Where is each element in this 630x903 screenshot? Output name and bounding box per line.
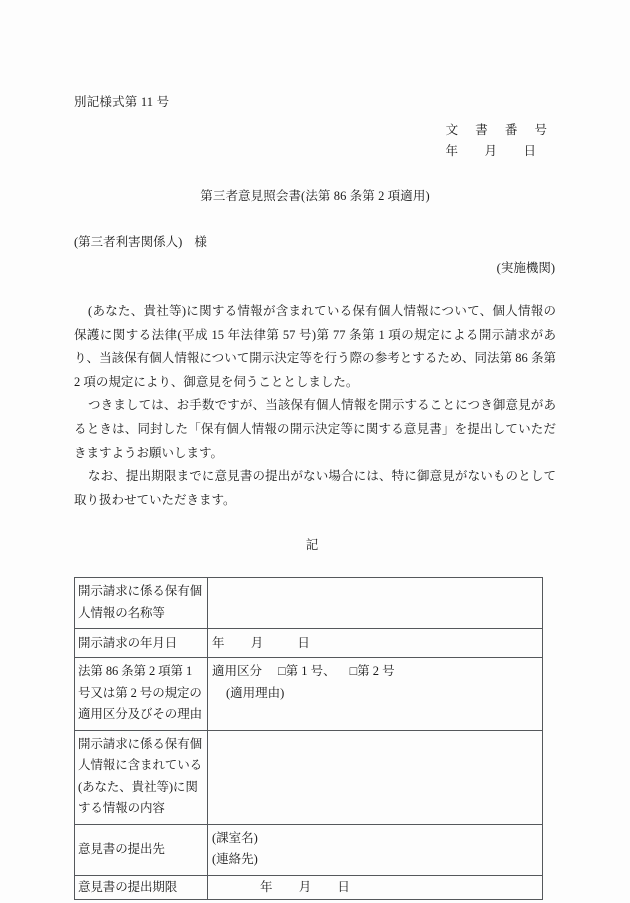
document-date-label-text: 年 月 日 [445,144,543,158]
table-row [75,824,543,875]
table-row [75,875,543,899]
addressee-line [74,232,556,252]
document-body [74,92,556,900]
table-row [75,629,543,658]
day-label: 日 [337,879,351,894]
table-row [75,578,543,629]
request-date-slots [212,636,310,650]
row-value-request-date[interactable] [208,629,543,658]
row-label-submission-deadline: 意見書の提出期限 [75,875,208,899]
document-number-label-text: 文 書 番 号 [445,123,554,137]
body-paragraph-1: (あなた、貴社等)に関する情報が含まれている保有個人情報について、個人情報の保護に関する法律(平成 15 年法律第 57 号)第 77 条第 1 項の規定による開示請求があり、当該保有個人情報について開示決定等を行う際の参考とするため、同法第 86 条第 2 項の規定により、御意見を伺うこととしました。 [74,304,556,389]
deadline-date-slots [212,880,350,894]
checkbox-clause-2[interactable]: □ [349,664,358,679]
checkbox-clause-1[interactable]: □ [278,664,286,679]
ki-marker: 記 [305,538,319,553]
clause-kubun-label: 適用区分 [212,664,263,679]
clause-option-2-label: 第 2 号 [357,664,395,679]
month-label: 月 [250,635,264,650]
row-label-applicable-clause: 法第 86 条第 2 項第 1 号又は第 2 号の規定の適用区分及びその理由 [75,658,208,731]
issuing-agency: (実施機関) [496,261,555,275]
document-number-label [74,120,556,141]
row-value-submission-destination[interactable] [208,824,543,875]
clause-reason-label: (適用理由) [226,685,285,700]
row-label-information-content: 開示請求に係る保有個人情報に含まれている(あなた、貴社等)に関する情報の内容 [75,730,208,824]
month-label: 月 [298,879,312,894]
addressee-honorific: 様 [194,235,207,249]
body-text [74,300,556,512]
row-value-information-content[interactable] [208,730,543,824]
day-label: 日 [297,635,311,650]
year-label: 年 [260,879,273,894]
page-title: 第三者意見照会書(法第 86 条第 2 項適用) [200,189,430,203]
clause-option-1-label: 第 1 号、 [285,664,336,679]
row-label-request-date: 開示請求の年月日 [75,629,208,658]
department-name-placeholder: (課室名) [212,830,258,845]
addressee-text: (第三者利害関係人) [74,235,183,249]
row-value-information-name[interactable] [208,578,543,629]
table-row [75,658,543,731]
body-paragraph-3: なお、提出期限までに意見書の提出がない場合には、特に御意見がないものとして取り扱わせていただきます。 [74,469,556,507]
row-value-applicable-clause[interactable] [208,658,543,731]
year-label: 年 [212,635,225,650]
form-table [74,577,543,900]
document-date-label [74,141,556,162]
form-number: 別記様式第 11 号 [74,95,170,109]
table-row [75,730,543,824]
row-value-submission-deadline[interactable] [208,875,543,899]
row-label-submission-destination: 意見書の提出先 [75,824,208,875]
clause-selection-line [212,661,542,683]
contact-placeholder: (連絡先) [212,852,258,867]
body-paragraph-2: つきましては、お手数ですが、当該保有個人情報を開示することにつき御意見があるときは、同封した「保有個人情報の開示決定等に関する意見書」を提出していただきますようお願いします。 [74,398,556,460]
row-label-information-name: 開示請求に係る保有個人情報の名称等 [75,578,208,629]
header-right-block [74,120,556,162]
